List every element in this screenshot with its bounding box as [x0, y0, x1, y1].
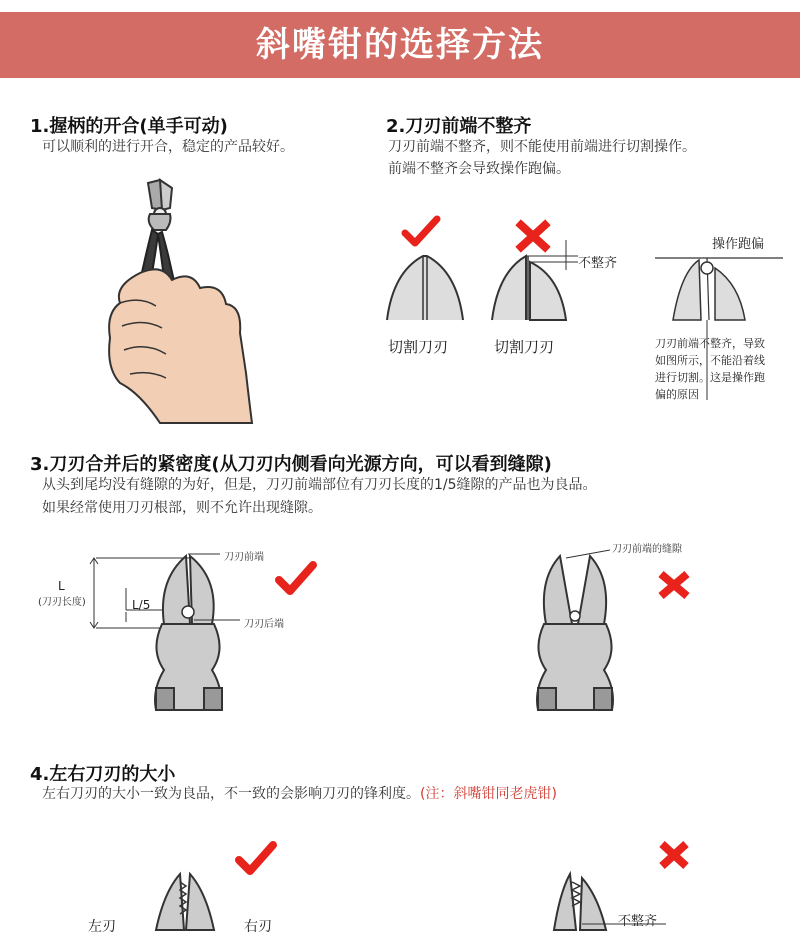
label-deviation: 操作跑偏	[712, 237, 765, 252]
section4-heading: 4.左右刀刃的大小	[30, 764, 176, 785]
blade-tip-uneven-diagram	[490, 240, 580, 322]
cross-mark-icon	[657, 570, 691, 600]
deviation-note-line3: 进行切割。这是操作跑	[655, 371, 765, 384]
pliers-good-closure-diagram	[80, 550, 255, 720]
cutting-deviation-diagram	[655, 250, 783, 322]
blade-tip-even-diagram	[385, 252, 465, 322]
hand-holding-pliers-illustration	[100, 178, 260, 423]
caption-cutting-blade-left: 切割刀刃	[388, 338, 449, 356]
label-blade-root: 刀刃后端	[244, 619, 284, 630]
caption-cutting-blade-mid: 切割刀刃	[494, 338, 555, 356]
label-uneven-blade: 不整齐	[618, 914, 658, 929]
section3-body-line1: 从头到尾均没有缝隙的为好，但是，刀刃前端部位有刀刃长度的1/5缝隙的产品也为良品。	[42, 477, 597, 493]
section4-body	[42, 783, 557, 805]
deviation-note-line4: 偏的原因	[655, 388, 699, 401]
section4-body-note: (注：斜嘴钳同老虎钳)	[420, 786, 557, 802]
check-mark-icon	[236, 840, 276, 876]
check-mark-icon	[276, 560, 316, 596]
label-blade-tip: 刀刃前端	[224, 552, 264, 563]
label-L: L	[58, 579, 65, 593]
section3-body-line2: 如果经常使用刀刃根部，则不允许出现缝隙。	[42, 500, 322, 516]
deviation-note-line2: 如图所示，不能沿着线	[655, 354, 765, 367]
label-L5: L/5	[132, 598, 151, 612]
deviation-note-line1: 刀刃前端不整齐，导致	[655, 337, 765, 350]
section3-heading: 3.刀刃合并后的紧密度(从刀刃内侧看向光源方向，可以看到缝隙)	[30, 454, 552, 475]
label-uneven: 不整齐	[578, 256, 618, 271]
section2-body-line1: 刀刃前端不整齐，则不能使用前端进行切割操作。	[388, 139, 696, 155]
label-blade-tip-gap: 刀刃前端的缝隙	[612, 544, 682, 555]
label-right-blade: 右刃	[244, 919, 272, 935]
page-title-banner: 斜嘴钳的选择方法	[0, 12, 800, 78]
section1-heading: 1.握柄的开合(单手可动)	[30, 116, 228, 137]
blade-size-even-diagram	[150, 872, 220, 930]
label-left-blade: 左刃	[88, 919, 116, 935]
section2-heading: 2.刀刃前端不整齐	[386, 116, 532, 137]
section2-body-line2: 前端不整齐会导致操作跑偏。	[388, 161, 570, 177]
label-L-desc: (刀刃长度)	[38, 597, 86, 608]
section1-body: 可以顺利的进行开合，稳定的产品较好。	[42, 139, 294, 155]
check-mark-icon	[403, 215, 439, 247]
section4-body-main: 左右刀刃的大小一致为良品，不一致的会影响刀刃的锋利度。	[42, 786, 420, 802]
cross-mark-icon	[658, 840, 690, 870]
deviation-note	[655, 335, 765, 403]
pliers-gap-diagram	[520, 550, 640, 720]
